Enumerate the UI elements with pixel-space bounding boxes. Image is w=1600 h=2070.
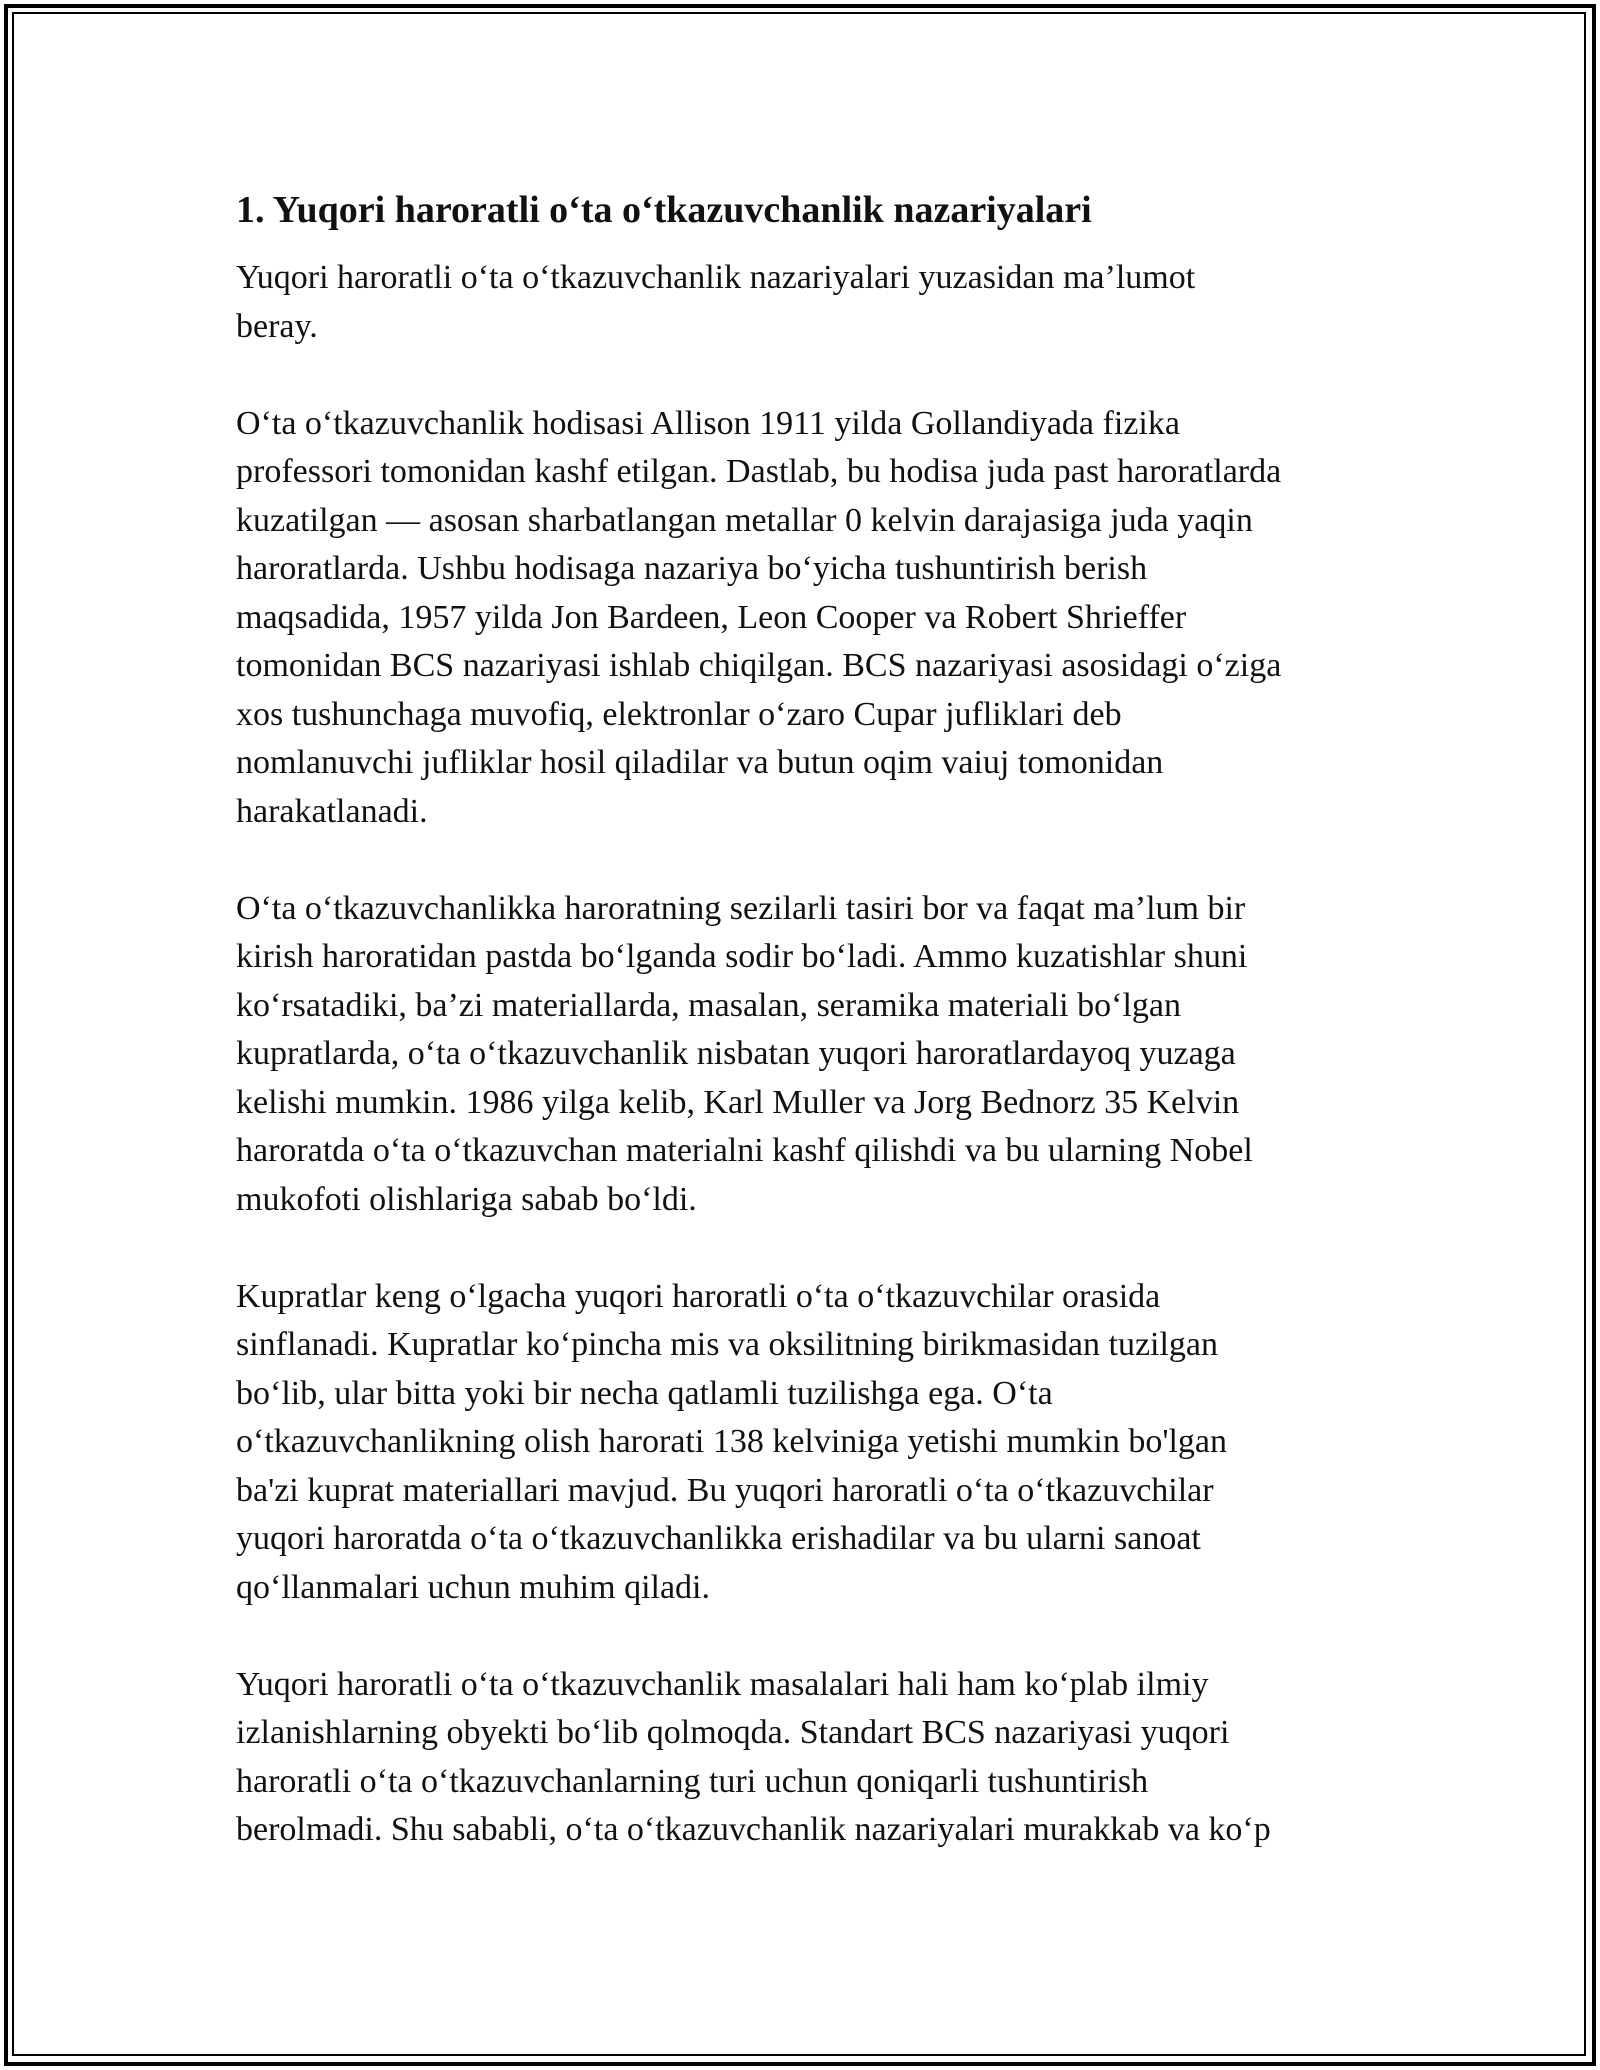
text-line: nomlanuvchi jufliklar hosil qiladilar va butun oqim vaiuj tomonidan: [236, 744, 1164, 781]
text-line: bo‘lib, ular bitta yoki bir necha qatlamli tuzilishga ega. O‘ta: [236, 1374, 1053, 1412]
text-line: haroratlarda. Ushbu hodisaga nazariya bo‘yicha tushuntirish berish: [236, 550, 1148, 587]
text-line: kuzatilgan — asosan sharbatlangan metallar 0 kelvin darajasiga juda yaqin: [236, 501, 1253, 539]
text-line: mukofoti olishlariga sabab bo‘ldi.: [236, 1180, 697, 1218]
text-line: ba'zi kuprat materiallari mavjud. Bu yuqori haroratli o‘ta o‘tkazuvchilar: [236, 1471, 1214, 1509]
text-line: beray.: [236, 307, 318, 345]
paragraph-research: [236, 1661, 1366, 1855]
document-body: [236, 186, 1366, 1903]
text-line: ko‘rsatadiki, ba’zi materiallarda, masalan, seramika materiali bo‘lgan: [236, 986, 1181, 1024]
paragraph-history: [236, 400, 1366, 837]
text-line: professori tomonidan kashf etilgan. Dastlab, bu hodisa juda past haroratlarda: [236, 453, 1282, 490]
text-line: izlanishlarning obyekti bo‘lib qolmoqda. Standart BCS nazariyasi yuqori: [236, 1714, 1230, 1751]
section-heading: 1. Yuqori haroratli o‘ta o‘tkazuvchanlik nazariyalari: [236, 189, 1092, 231]
text-line: sinflanadi. Kupratlar ko‘pincha mis va oksilitning birikmasidan tuzilgan: [236, 1326, 1219, 1363]
text-line: maqsadida, 1957 yilda Jon Bardeen, Leon Cooper va Robert Shrieffer: [236, 598, 1187, 636]
text-line: haroratli o‘ta o‘tkazuvchanlarning turi uchun qoniqarli tushuntirish: [236, 1762, 1149, 1800]
text-line: yuqori haroratda o‘ta o‘tkazuvchanlikka erishadilar va bu ularni sanoat: [236, 1520, 1201, 1557]
paragraph-intro: [236, 254, 1366, 351]
text-line: kirish haroratidan pastda bo‘lganda sodir bo‘ladi. Ammo kuzatishlar shuni: [236, 938, 1248, 975]
text-line: Yuqori haroratli o‘ta o‘tkazuvchanlik nazariyalari yuzasidan ma’lumot: [236, 259, 1196, 296]
text-line: Yuqori haroratli o‘ta o‘tkazuvchanlik masalalari hali ham ko‘plab ilmiy: [236, 1665, 1209, 1703]
paragraph-temperature: [236, 885, 1366, 1225]
text-line: O‘ta o‘tkazuvchanlikka haroratning sezilarli tasiri bor va faqat ma’lum bir: [236, 889, 1246, 927]
text-line: xos tushunchaga muvofiq, elektronlar o‘zaro Cupar jufliklari deb: [236, 695, 1122, 733]
text-line: Kupratlar keng o‘lgacha yuqori haroratli o‘ta o‘tkazuvchilar orasida: [236, 1277, 1161, 1315]
paragraph-cuprates: [236, 1273, 1366, 1613]
text-line: O‘ta o‘tkazuvchanlik hodisasi Allison 1911 yilda Gollandiyada fizika: [236, 404, 1180, 442]
text-line: o‘tkazuvchanlikning olish harorati 138 kelviniga yetishi mumkin bo'lgan: [236, 1423, 1227, 1460]
text-line: berolmadi. Shu sababli, o‘ta o‘tkazuvchanlik nazariyalari murakkab va ko‘p: [236, 1811, 1271, 1848]
text-line: harakatlanadi.: [236, 792, 428, 830]
text-line: kelishi mumkin. 1986 yilga kelib, Karl Muller va Jorg Bednorz 35 Kelvin: [236, 1083, 1240, 1121]
text-line: kupratlarda, o‘ta o‘tkazuvchanlik nisbatan yuqori haroratlardayoq yuzaga: [236, 1035, 1236, 1072]
text-line: haroratda o‘ta o‘tkazuvchan materialni kashf qilishdi va bu ularning Nobel: [236, 1132, 1253, 1169]
text-line: tomonidan BCS nazariyasi ishlab chiqilgan. BCS nazariyasi asosidagi o‘ziga: [236, 647, 1282, 684]
text-line: qo‘llanmalari uchun muhim qiladi.: [236, 1568, 711, 1606]
